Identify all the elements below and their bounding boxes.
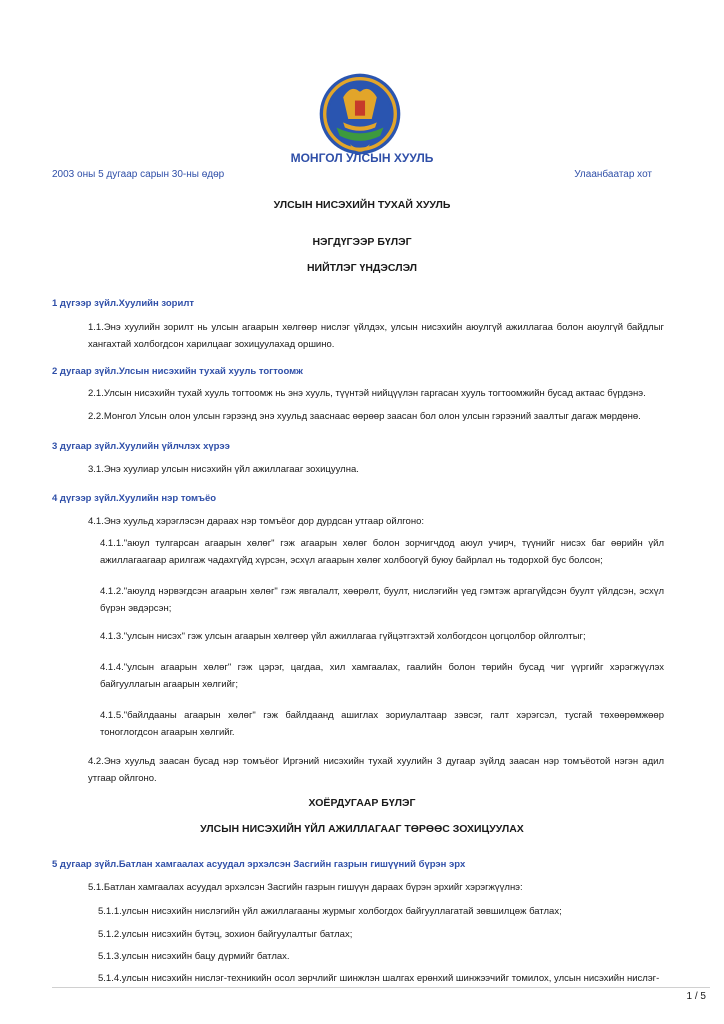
paragraph-5-1: 5.1.Батлан хамгаалах асуудал эрхэлсэн Засгийн газрын гишүүн дараах бүрэн эрхийг хэрэгжүүлнэ: — [88, 882, 523, 893]
paragraph-2-1: 2.1.Улсын нисэхийн тухай хууль тогтоомж нь энэ хууль, түүнтэй нийцүүлэн гаргасан хууль тогтоомжийн бусад актаас бүрдэнэ. — [88, 388, 646, 399]
paragraph-4-1-3: 4.1.3."улсын нисэх" гэж улсын агаарын хөлгөөр үйл ажиллагаа гүйцэтгэхтэй холбогдсон цогцолбор ойлголтыг; — [100, 631, 586, 642]
article-2-heading: 2 дугаар зүйл.Улсын нисэхийн тухай хууль тогтоомж — [52, 366, 303, 377]
law-name: УЛСЫН НИСЭХИЙН ТУХАЙ ХУУЛЬ — [273, 199, 451, 211]
chapter-1-name: НИЙТЛЭГ ҮНДЭСЛЭЛ — [306, 262, 418, 274]
paragraph-5-1-2: 5.1.2.улсын нисэхийн бүтэц, зохион байгуулалтыг батлах; — [98, 929, 353, 940]
paragraph-4-1-2: 4.1.2."аюулд нэрвэгдсэн агаарын хөлөг" гэж явгалалт, хөөрөлт, буулт, нислэгийн үед гэмтэж аргагүйдсэн буулт үйлдсэн, эсхүл бүрэн эвдэрсэн; — [100, 586, 664, 614]
chapter-1-number: НЭГДҮГЭЭР БҮЛЭГ — [312, 236, 412, 248]
paragraph-4-1: 4.1.Энэ хуульд хэрэглэсэн дараах нэр томъёог дор дурдсан утгаар ойлгоно: — [88, 516, 424, 527]
state-emblem-icon — [318, 72, 402, 156]
paragraph-5-1-1: 5.1.1.улсын нисэхийн нислэгийн үйл ажиллагааны журмыг холбогдох байгууллагатай зөвшилцөж батлах; — [98, 906, 562, 917]
paragraph-5-1-3: 5.1.3.улсын нисэхийн бацу дүрмийг батлах. — [98, 951, 290, 962]
paragraph-2-2: 2.2.Монгол Улсын олон улсын гэрээнд энэ хуульд зааснаас өөрөөр заасан бол олон улсын гэрээний заалтыг дагаж мөрдөнө. — [88, 411, 641, 422]
paragraph-4-2: 4.2.Энэ хуульд заасан бусад нэр томъёог Иргэний нисэхийн тухай хуулийн 3 дугаар зүйлд заасан нэр томъёотой нэгэн адил утгаар ойлгоно. — [88, 756, 664, 784]
paragraph-5-1-4: 5.1.4.улсын нисэхийн нислэг-техникийн осол зөрчлийг шинжлэн шалгах ерөнхий шинжээчийг томилох, улсын нисэхийн нислэг- — [98, 973, 660, 984]
article-3-heading: 3 дугаар зүйл.Хуулийн үйлчлэх хүрээ — [52, 441, 230, 452]
paragraph-4-1-4: 4.1.4."улсын агаарын хөлөг" гэж цэрэг, цагдаа, хил хамгаалах, гаалийн болон төрийн бусад чиг үүргийг хэрэгжүүлэх байгууллагын агаарын хөлгийг; — [100, 662, 664, 690]
chapter-2-name: УЛСЫН НИСЭХИЙН ҮЙЛ АЖИЛЛАГААГ ТӨРӨӨС ЗОХИЦУУЛАХ — [200, 823, 524, 835]
footer-divider — [52, 987, 710, 988]
paragraph-3-1: 3.1.Энэ хуулиар улсын нисэхийн үйл ажиллагааг зохицуулна. — [88, 464, 359, 475]
adoption-date: 2003 оны 5 дугаар сарын 30-ны өдөр — [52, 169, 225, 180]
article-5-heading: 5 дугаар зүйл.Батлан хамгаалах асуудал эрхэлсэн Засгийн газрын гишүүний бүрэн эрх — [52, 859, 466, 870]
paragraph-1-1: 1.1.Энэ хуулийн зорилт нь улсын агаарын хөлгөөр нислэг үйлдэх, улсын нисэхийн аюулгүй ажиллагаа болон аюулгүй байдлыг хангахтай холбогдсон харилцааг зохицуулахад оршино. — [88, 322, 664, 350]
paragraph-4-1-1: 4.1.1."аюул тулгарсан агаарын хөлөг" гэж агаарын хөлөг болон зорчигчдод аюул учирч, түүнийг нисэх баг өөрийн үйл ажиллагаагаар арилгаж чадахгүйд хүрсэн, эсхүл агаарын хөлөг холбоогүй буюу байрлал нь тодорхой бус болсон; — [100, 538, 664, 566]
paragraph-4-1-5: 4.1.5."байлдааны агаарын хөлөг" гэж байлдаанд ашиглах зориулалтаар зэвсэг, галт хэрэгсэл, тусгай төхөөрөмжөөр тоноглогдсон агаарын хөлгийг. — [100, 710, 664, 738]
article-1-heading: 1 дүгээр зүйл.Хуулийн зорилт — [52, 298, 195, 309]
page-number: 1 / 5 — [686, 991, 706, 1002]
law-type-title: МОНГОЛ УЛСЫН ХУУЛЬ — [290, 151, 434, 165]
chapter-2-number: ХОЁРДУГААР БҮЛЭГ — [308, 797, 416, 809]
article-4-heading: 4 дүгээр зүйл.Хуулийн нэр томъёо — [52, 493, 217, 504]
adoption-city: Улаанбаатар хот — [574, 169, 652, 180]
